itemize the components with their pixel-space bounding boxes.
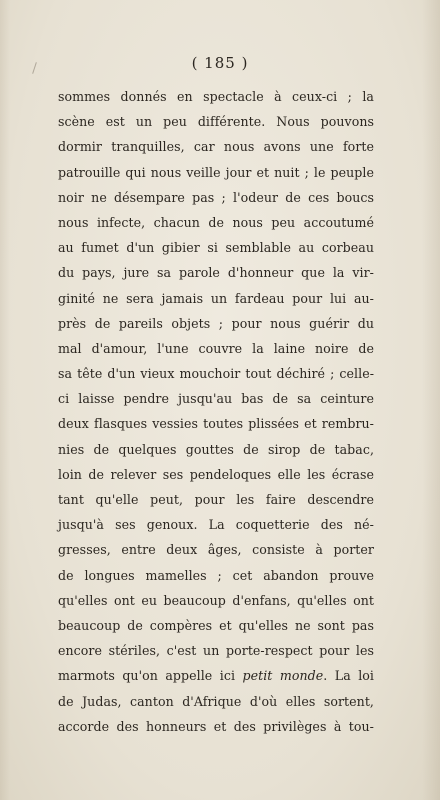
body-text [58, 84, 374, 739]
text-line: sommes donnés en spectacle à ceux-ci ; la [58, 89, 374, 104]
text-line: près de pareils objets ; pour nous guérir du [58, 315, 374, 331]
text-line: deux flasques vessies toutes plissées et rembru- [58, 416, 374, 432]
page-edge-shadow [422, 0, 440, 800]
text-line: loin de relever ses pendeloques elle les écrase [58, 466, 374, 482]
text-line: de Judas, canton d'Afrique d'où elles sortent, [58, 693, 374, 709]
text-line: qu'elles ont eu beaucoup d'enfans, qu'elles ont [58, 592, 374, 608]
text-line: encore stériles, c'est un porte-respect pour les [58, 643, 374, 659]
text-line: du pays, jure sa parole d'honneur que la vir- [58, 265, 374, 281]
text-line: nies de quelques gouttes de sirop de tabac, [58, 441, 374, 457]
text-line: sa tête d'un vieux mouchoir tout déchiré ; celle- [58, 366, 374, 382]
text-segment: marmots qu'on appelle ici [58, 668, 243, 684]
text-line: mal d'amour, l'une couvre la laine noire de [58, 340, 374, 356]
italic-term: petit monde [242, 668, 324, 684]
text-line: ci laisse pendre jusqu'au bas de sa ceinture [58, 391, 374, 407]
text-line: noir ne désempare pas ; l'odeur de ces boucs [58, 189, 374, 205]
text-line: dormir tranquilles, car nous avons une forte [58, 139, 374, 155]
text-segment: . La loi [323, 668, 374, 684]
text-line: accorde des honneurs et des privilèges à tou- [58, 718, 374, 734]
page-gutter-shadow [0, 0, 10, 800]
text-line: de longues mamelles ; cet abandon prouve [58, 567, 374, 583]
text-line: scène est un peu différente. Nous pouvons [58, 114, 374, 130]
text-line: patrouille qui nous veille jour et nuit ; le peuple [58, 164, 374, 180]
text-line: tant qu'elle peut, pour les faire descendre [58, 492, 374, 507]
text-line: ginité ne sera jamais un fardeau pour lui au- [58, 290, 374, 306]
page-number: ( 185 ) [191, 54, 249, 72]
text-line: au fumet d'un gibier si semblable au corbeau [58, 240, 374, 256]
text-line-with-italic [58, 663, 374, 688]
text-line: beaucoup de compères et qu'elles ne sont pas [58, 617, 374, 633]
text-line: jusqu'à ses genoux. La coquetterie des né- [58, 517, 374, 533]
text-line: gresses, entre deux âges, consiste à porter [58, 542, 374, 558]
text-line: nous infecte, chacun de nous peu accoutumé [58, 214, 374, 230]
